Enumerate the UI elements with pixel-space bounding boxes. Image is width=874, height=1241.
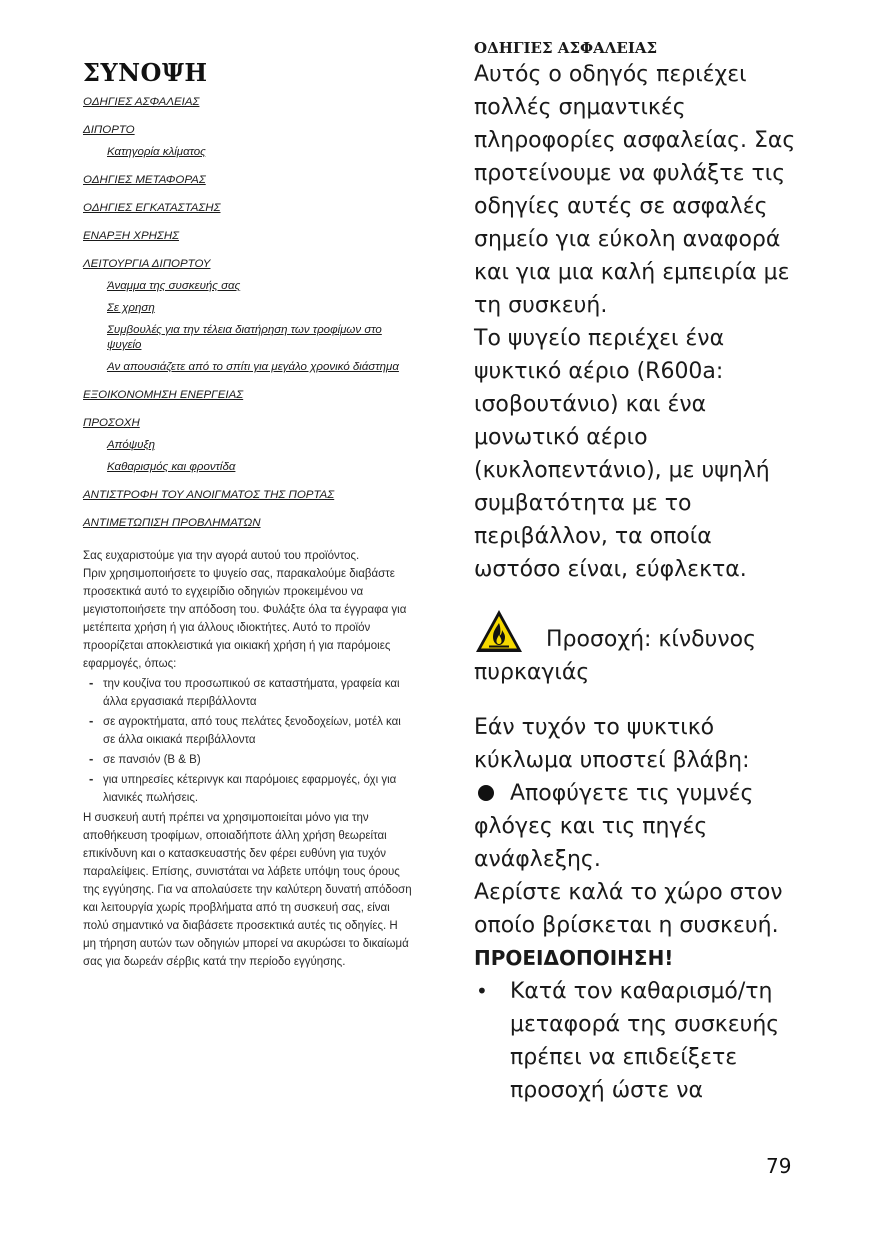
ventilate-text: Αερίστε καλά το χώρο στον οποίο βρίσκεται η συσκευή. (474, 880, 783, 938)
list-item: • Κατά τον καθαρισμό/τη μεταφορά της συσκευής πρέπει να επιδείξετε προσοχή ώστε να (474, 975, 804, 1107)
safety-heading: ΟΔΗΓΙΕΣ ΑΣΦΑΛΕΙΑΣ (474, 39, 658, 57)
toc-subitem[interactable]: Άναμμα της συσκευής σας (107, 280, 241, 292)
bullet-icon (478, 785, 494, 801)
toc-item[interactable]: ΕΝΑΡΞΗ ΧΡΗΣΗΣ (83, 230, 180, 242)
fire-warning-text: Προσοχή: κίνδυνος πυρκαγιάς (474, 627, 756, 685)
list-item: - την κουζίνα του προσωπικού σε καταστήματα, γραφεία και άλλα εργασιακά περιβάλλοντα (83, 675, 413, 711)
page-number: 79 (766, 1154, 792, 1178)
safety-intro: Αυτός ο οδηγός περιέχει πολλές σημαντικές πληροφορίες ασφαλείας. Σας προτείνουμε να φυλάξτε τις οδηγίες αυτές σε ασφαλές σημείο για εύκολη αναφορά και για μια καλή εμπειρία με τη συσκευή. (474, 62, 796, 318)
table-of-contents (83, 95, 413, 531)
intro-usage-note: Η συσκευή αυτή πρέπει να χρησιμοποιείται μόνο για την αποθήκευση τροφίμων, οποιαδήποτε άλλη χρήση θεωρείται επικίνδυνη και ο κατασκευαστής δεν φέρει ευθύνη για τυχόν παραλείψεις. Επίσης, συνιστάται να λάβετε υπόψη τους όρους της εγγύησης. Για να απολαύσετε την καλύτερη δυνατή απόδοση και λειτουργία χωρίς προβλήματα από τη συσκευή σας, είναι πολύ σημαντικό να διαβάσετε προσεκτικά αυτές τις οδηγίες. Η μη τήρηση αυτών των οδηγιών μπορεί να ακυρώσει το δικαίωμά σας για δωρεάν σέρβις κατά την περίοδο εγγύησης. (83, 812, 412, 968)
toc-subitem[interactable]: Απόψυξη (107, 439, 155, 451)
avoid-flames-text: Αποφύγετε τις γυμνές φλόγες και τις πηγές ανάφλεξης. (474, 781, 754, 872)
toc-item[interactable]: ΑΝΤΙΜΕΤΩΠΙΣΗ ΠΡΟΒΛΗΜΑΤΩΝ (83, 517, 261, 529)
circuit-damage-text: Εάν τυχόν το ψυκτικό κύκλωμα υποστεί βλάβη: (474, 715, 750, 773)
toc-subitem[interactable]: Αν απουσιάζετε από το σπίτι για μεγάλο χρονικό διάστημα (107, 361, 399, 373)
avoid-flames-item (474, 777, 804, 876)
toc-subitem[interactable]: Σε χρηση (107, 302, 155, 314)
left-column (83, 58, 413, 971)
list-item: - σε πανσιόν (B & B) (83, 751, 413, 769)
flammable-warning-icon (474, 608, 524, 654)
refrigerant-info: Το ψυγείο περιέχει ένα ψυκτικό αέριο (R600a: ισοβουτάνιο) και ένα μονωτικό αέριο (κυκλοπεντάνιο), με υψηλή συμβατότητα με το περιβάλλον, τα οποία ωστόσο είναι, εύφλεκτα. (474, 326, 770, 582)
warning-list (474, 975, 804, 1107)
toc-item[interactable]: ΛΕΙΤΟΥΡΓΙΑ ΔΙΠΟΡΤΟΥ (83, 258, 211, 270)
toc-item[interactable]: ΟΔΗΓΙΕΣ ΑΣΦΑΛΕΙΑΣ (83, 96, 200, 108)
toc-item[interactable]: ΔΙΠΟΡΤΟ (83, 124, 135, 136)
list-item: - σε αγροκτήματα, από τους πελάτες ξενοδοχείων, μοτέλ και σε άλλα οικιακά περιβάλλοντα (83, 713, 413, 749)
right-column (474, 38, 804, 1107)
warning-label: ΠΡΟΕΙΔΟΠΟΙΗΣΗ! (474, 946, 674, 970)
toc-item[interactable]: ΠΡΟΣΟΧΗ (83, 417, 140, 429)
toc-subitem[interactable]: Κατηγορία κλίματος (107, 146, 206, 158)
toc-subitem[interactable]: Συμβουλές για την τέλεια διατήρηση των τροφίμων στο ψυγείο (107, 324, 382, 351)
toc-item[interactable]: ΕΞΟΙΚΟΝΟΜΗΣΗ ΕΝΕΡΓΕΙΑΣ (83, 389, 244, 401)
intro-thanks: Σας ευχαριστούμε για την αγορά αυτού του προϊόντος. (83, 550, 360, 562)
toc-subitem[interactable]: Καθαρισμός και φροντίδα (107, 461, 236, 473)
list-item: - για υπηρεσίες κέτερινγκ και παρόμοιες εφαρμογές, όχι για λιανικές πωλήσεις. (83, 771, 413, 807)
toc-item[interactable]: ΟΔΗΓΙΕΣ ΕΓΚΑΤΑΣΤΑΣΗΣ (83, 202, 221, 214)
toc-title: ΣΥΝΟΨΗ (83, 58, 208, 87)
intended-uses-list (83, 675, 413, 807)
intro-text (83, 547, 413, 971)
toc-item[interactable]: ΑΝΤΙΣΤΡΟΦΗ ΤΟΥ ΑΝΟΙΓΜΑΤΟΣ ΤΗΣ ΠΟΡΤΑΣ (83, 489, 335, 501)
fire-warning (474, 608, 804, 689)
intro-read-instructions: Πριν χρησιμοποιήσετε το ψυγείο σας, παρακαλούμε διαβάστε προσεκτικά αυτό το εγχειρίδιο οδηγιών προκειμένου να μεγιστοποιήσετε την απόδοση του. Φυλάξτε όλα τα έγγραφα για μετέπειτα χρήση ή για άλλους ιδιοκτήτες. Αυτό το προϊόν προορίζεται αποκλειστικά για οικιακή χρήση ή για παρόμοιες εφαρμογές, όπως: (83, 568, 407, 670)
toc-item[interactable]: ΟΔΗΓΙΕΣ ΜΕΤΑΦΟΡΑΣ (83, 174, 206, 186)
